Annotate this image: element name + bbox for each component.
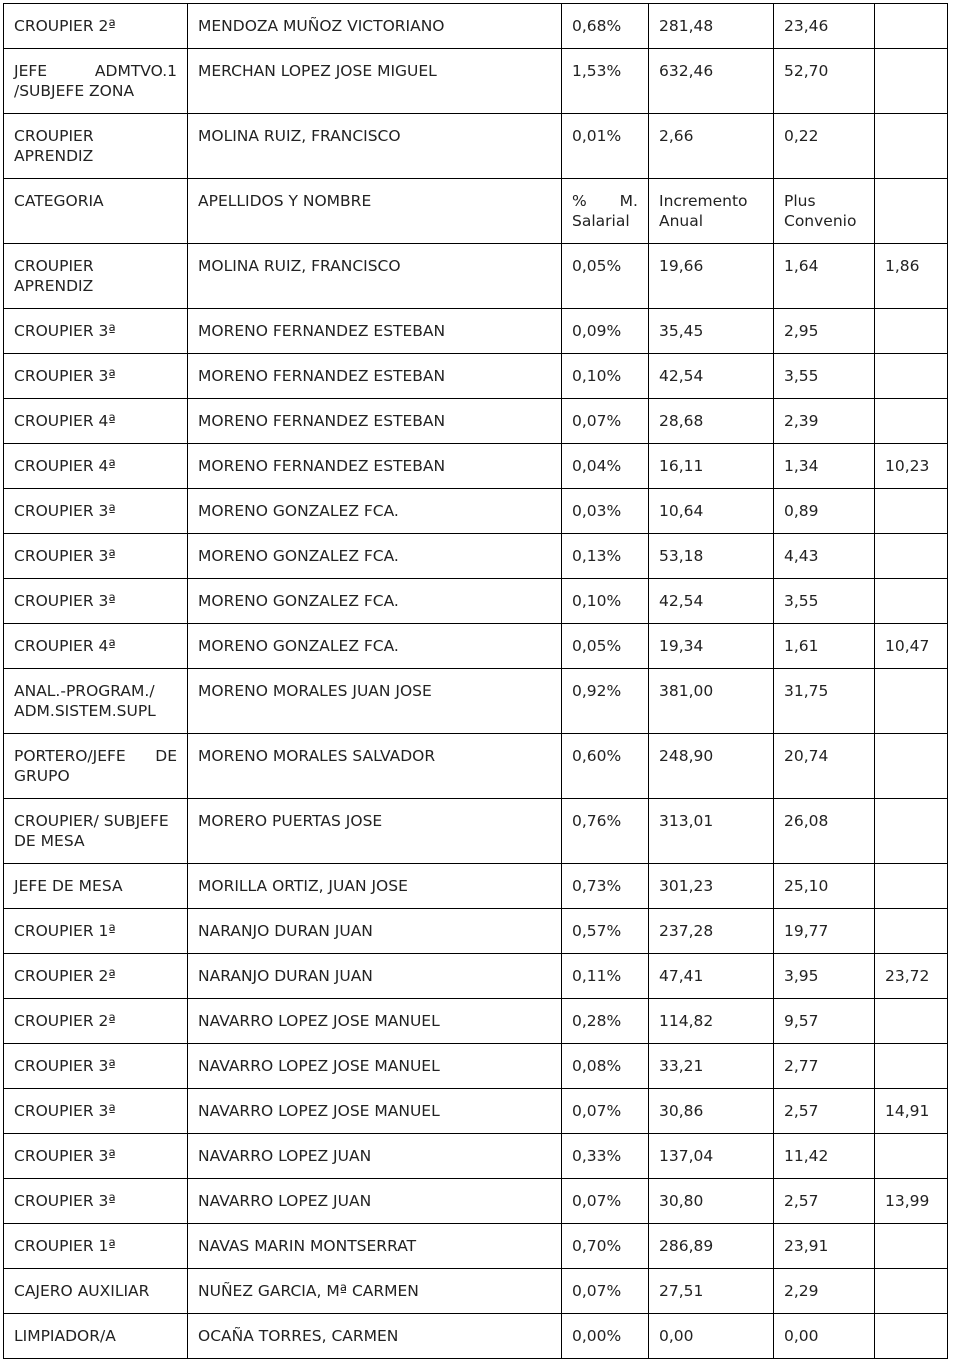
table-row	[4, 354, 948, 399]
cell-categoria: CROUPIER 1ª	[4, 909, 188, 954]
cell-plus-convenio: 2,57	[774, 1179, 875, 1224]
cell-categoria: CROUPIER 3ª	[4, 309, 188, 354]
cell-categoria: LIMPIADOR/A	[4, 1314, 188, 1359]
table-row	[4, 1044, 948, 1089]
cell-pct-masa-salarial: % M. Salarial	[562, 179, 649, 244]
cell-incremento-anual: 381,00	[649, 669, 774, 734]
table-row	[4, 1134, 948, 1179]
cell-extra	[875, 1134, 948, 1179]
cell-extra: 14,91	[875, 1089, 948, 1134]
cell-plus-convenio: 2,29	[774, 1269, 875, 1314]
cell-pct-masa-salarial: 0,05%	[562, 244, 649, 309]
cell-pct-masa-salarial: 0,07%	[562, 1089, 649, 1134]
cell-incremento-anual: 16,11	[649, 444, 774, 489]
cell-incremento-anual: 313,01	[649, 799, 774, 864]
cell-incremento-anual: 28,68	[649, 399, 774, 444]
cell-incremento-anual: 301,23	[649, 864, 774, 909]
cell-extra	[875, 734, 948, 799]
table-row	[4, 309, 948, 354]
cell-pct-masa-salarial: 0,00%	[562, 1314, 649, 1359]
cell-pct-masa-salarial: 0,10%	[562, 354, 649, 399]
cell-incremento-anual: 27,51	[649, 1269, 774, 1314]
cell-categoria: CROUPIER 3ª	[4, 354, 188, 399]
cell-categoria: CROUPIER 3ª	[4, 1179, 188, 1224]
cell-categoria: CROUPIER 4ª	[4, 444, 188, 489]
cell-nombre: MENDOZA MUÑOZ VICTORIANO	[188, 4, 562, 49]
cell-extra: 10,47	[875, 624, 948, 669]
cell-incremento-anual: 281,48	[649, 4, 774, 49]
cell-incremento-anual: 35,45	[649, 309, 774, 354]
cell-incremento-anual: 53,18	[649, 534, 774, 579]
cell-incremento-anual: 237,28	[649, 909, 774, 954]
cell-incremento-anual: Incremento Anual	[649, 179, 774, 244]
cell-pct-masa-salarial: 0,08%	[562, 1044, 649, 1089]
table-row	[4, 1089, 948, 1134]
cell-categoria: CATEGORIA	[4, 179, 188, 244]
cell-nombre: NARANJO DURAN JUAN	[188, 954, 562, 999]
cell-extra	[875, 354, 948, 399]
cell-categoria: JEFE ADMTVO.1 /SUBJEFE ZONA	[4, 49, 188, 114]
table-row	[4, 1179, 948, 1224]
cell-pct-masa-salarial: 0,05%	[562, 624, 649, 669]
cell-plus-convenio: 11,42	[774, 1134, 875, 1179]
cell-nombre: NAVARRO LOPEZ JOSE MANUEL	[188, 1044, 562, 1089]
cell-extra	[875, 399, 948, 444]
table-row	[4, 909, 948, 954]
cell-plus-convenio: 19,77	[774, 909, 875, 954]
cell-plus-convenio: 1,64	[774, 244, 875, 309]
cell-incremento-anual: 30,86	[649, 1089, 774, 1134]
cell-plus-convenio: 52,70	[774, 49, 875, 114]
cell-extra	[875, 1224, 948, 1269]
cell-plus-convenio: 23,91	[774, 1224, 875, 1269]
cell-nombre: NUÑEZ GARCIA, Mª CARMEN	[188, 1269, 562, 1314]
cell-extra	[875, 999, 948, 1044]
table-row	[4, 624, 948, 669]
cell-categoria: PORTERO/JEFE DE GRUPO	[4, 734, 188, 799]
cell-nombre: MORENO FERNANDEZ ESTEBAN	[188, 309, 562, 354]
cell-categoria: CROUPIER/ SUBJEFE DE MESA	[4, 799, 188, 864]
cell-categoria: CROUPIER APRENDIZ	[4, 244, 188, 309]
cell-incremento-anual: 632,46	[649, 49, 774, 114]
cell-extra	[875, 864, 948, 909]
cell-categoria: CROUPIER 2ª	[4, 4, 188, 49]
cell-plus-convenio: 1,34	[774, 444, 875, 489]
cell-extra	[875, 4, 948, 49]
cell-nombre: APELLIDOS Y NOMBRE	[188, 179, 562, 244]
cell-plus-convenio: 9,57	[774, 999, 875, 1044]
cell-nombre: MOLINA RUIZ, FRANCISCO	[188, 244, 562, 309]
salary-table	[3, 3, 948, 1359]
cell-categoria: CROUPIER 3ª	[4, 579, 188, 624]
cell-pct-masa-salarial: 0,13%	[562, 534, 649, 579]
cell-extra	[875, 799, 948, 864]
table-row	[4, 4, 948, 49]
cell-incremento-anual: 2,66	[649, 114, 774, 179]
cell-nombre: MORENO MORALES JUAN JOSE	[188, 669, 562, 734]
cell-plus-convenio: 31,75	[774, 669, 875, 734]
cell-plus-convenio: 3,55	[774, 579, 875, 624]
header-row	[4, 179, 948, 244]
cell-pct-masa-salarial: 0,60%	[562, 734, 649, 799]
cell-categoria: CROUPIER 2ª	[4, 999, 188, 1044]
cell-incremento-anual: 47,41	[649, 954, 774, 999]
cell-plus-convenio: 3,55	[774, 354, 875, 399]
cell-pct-masa-salarial: 0,11%	[562, 954, 649, 999]
cell-pct-masa-salarial: 0,76%	[562, 799, 649, 864]
cell-extra	[875, 1314, 948, 1359]
cell-nombre: MORENO GONZALEZ FCA.	[188, 579, 562, 624]
cell-nombre: MERCHAN LOPEZ JOSE MIGUEL	[188, 49, 562, 114]
cell-incremento-anual: 30,80	[649, 1179, 774, 1224]
cell-pct-masa-salarial: 0,07%	[562, 1179, 649, 1224]
cell-plus-convenio: 26,08	[774, 799, 875, 864]
cell-incremento-anual: 42,54	[649, 354, 774, 399]
table-row	[4, 999, 948, 1044]
cell-nombre: MORENO MORALES SALVADOR	[188, 734, 562, 799]
cell-pct-masa-salarial: 0,68%	[562, 4, 649, 49]
cell-plus-convenio: 4,43	[774, 534, 875, 579]
cell-nombre: MORENO GONZALEZ FCA.	[188, 489, 562, 534]
cell-categoria: ANAL.-PROGRAM./ ADM.SISTEM.SUPL	[4, 669, 188, 734]
cell-nombre: NAVARRO LOPEZ JOSE MANUEL	[188, 1089, 562, 1134]
cell-pct-masa-salarial: 0,73%	[562, 864, 649, 909]
cell-pct-masa-salarial: 0,70%	[562, 1224, 649, 1269]
cell-nombre: MORENO GONZALEZ FCA.	[188, 624, 562, 669]
cell-categoria: CAJERO AUXILIAR	[4, 1269, 188, 1314]
cell-pct-masa-salarial: 0,92%	[562, 669, 649, 734]
cell-nombre: MOLINA RUIZ, FRANCISCO	[188, 114, 562, 179]
cell-categoria: CROUPIER APRENDIZ	[4, 114, 188, 179]
cell-nombre: NARANJO DURAN JUAN	[188, 909, 562, 954]
cell-plus-convenio: 1,61	[774, 624, 875, 669]
table-row	[4, 954, 948, 999]
table-row	[4, 669, 948, 734]
cell-pct-masa-salarial: 0,01%	[562, 114, 649, 179]
cell-extra	[875, 579, 948, 624]
cell-plus-convenio: Plus Convenio	[774, 179, 875, 244]
table-row	[4, 1224, 948, 1269]
cell-categoria: JEFE DE MESA	[4, 864, 188, 909]
cell-extra: 13,99	[875, 1179, 948, 1224]
cell-categoria: CROUPIER 3ª	[4, 1134, 188, 1179]
table-row	[4, 114, 948, 179]
cell-categoria: CROUPIER 3ª	[4, 1044, 188, 1089]
cell-incremento-anual: 19,34	[649, 624, 774, 669]
cell-nombre: MORENO GONZALEZ FCA.	[188, 534, 562, 579]
cell-extra	[875, 489, 948, 534]
cell-plus-convenio: 0,00	[774, 1314, 875, 1359]
cell-nombre: NAVARRO LOPEZ JUAN	[188, 1179, 562, 1224]
cell-categoria: CROUPIER 1ª	[4, 1224, 188, 1269]
cell-extra	[875, 49, 948, 114]
cell-nombre: MORENO FERNANDEZ ESTEBAN	[188, 354, 562, 399]
cell-categoria: CROUPIER 3ª	[4, 534, 188, 579]
cell-plus-convenio: 3,95	[774, 954, 875, 999]
cell-categoria: CROUPIER 3ª	[4, 489, 188, 534]
cell-plus-convenio: 25,10	[774, 864, 875, 909]
table-row	[4, 244, 948, 309]
cell-categoria: CROUPIER 2ª	[4, 954, 188, 999]
cell-plus-convenio: 2,39	[774, 399, 875, 444]
cell-extra	[875, 1269, 948, 1314]
cell-plus-convenio: 0,89	[774, 489, 875, 534]
cell-pct-masa-salarial: 1,53%	[562, 49, 649, 114]
cell-nombre: MORENO FERNANDEZ ESTEBAN	[188, 444, 562, 489]
cell-incremento-anual: 286,89	[649, 1224, 774, 1269]
cell-pct-masa-salarial: 0,33%	[562, 1134, 649, 1179]
cell-incremento-anual: 42,54	[649, 579, 774, 624]
cell-pct-masa-salarial: 0,10%	[562, 579, 649, 624]
cell-incremento-anual: 19,66	[649, 244, 774, 309]
cell-nombre: OCAÑA TORRES, CARMEN	[188, 1314, 562, 1359]
cell-extra	[875, 114, 948, 179]
cell-pct-masa-salarial: 0,09%	[562, 309, 649, 354]
cell-nombre: NAVAS MARIN MONTSERRAT	[188, 1224, 562, 1269]
cell-nombre: MORILLA ORTIZ, JUAN JOSE	[188, 864, 562, 909]
cell-plus-convenio: 20,74	[774, 734, 875, 799]
table-row	[4, 1314, 948, 1359]
cell-categoria: CROUPIER 4ª	[4, 399, 188, 444]
table-row	[4, 489, 948, 534]
cell-extra	[875, 669, 948, 734]
table-row	[4, 734, 948, 799]
cell-extra	[875, 179, 948, 244]
cell-pct-masa-salarial: 0,57%	[562, 909, 649, 954]
cell-incremento-anual: 114,82	[649, 999, 774, 1044]
table-row	[4, 864, 948, 909]
table-row	[4, 799, 948, 864]
cell-incremento-anual: 10,64	[649, 489, 774, 534]
cell-pct-masa-salarial: 0,03%	[562, 489, 649, 534]
table-row	[4, 1269, 948, 1314]
cell-pct-masa-salarial: 0,04%	[562, 444, 649, 489]
cell-extra	[875, 1044, 948, 1089]
cell-pct-masa-salarial: 0,07%	[562, 1269, 649, 1314]
cell-categoria: CROUPIER 4ª	[4, 624, 188, 669]
cell-extra: 1,86	[875, 244, 948, 309]
table-row	[4, 399, 948, 444]
cell-incremento-anual: 248,90	[649, 734, 774, 799]
cell-nombre: MORENO FERNANDEZ ESTEBAN	[188, 399, 562, 444]
cell-nombre: NAVARRO LOPEZ JUAN	[188, 1134, 562, 1179]
cell-incremento-anual: 33,21	[649, 1044, 774, 1089]
salary-table-body	[4, 4, 948, 1359]
cell-nombre: NAVARRO LOPEZ JOSE MANUEL	[188, 999, 562, 1044]
cell-plus-convenio: 0,22	[774, 114, 875, 179]
cell-nombre: MORERO PUERTAS JOSE	[188, 799, 562, 864]
cell-pct-masa-salarial: 0,07%	[562, 399, 649, 444]
table-row	[4, 534, 948, 579]
cell-plus-convenio: 2,77	[774, 1044, 875, 1089]
cell-plus-convenio: 2,95	[774, 309, 875, 354]
table-row	[4, 579, 948, 624]
cell-plus-convenio: 2,57	[774, 1089, 875, 1134]
cell-extra: 23,72	[875, 954, 948, 999]
cell-extra	[875, 309, 948, 354]
cell-incremento-anual: 0,00	[649, 1314, 774, 1359]
cell-extra	[875, 909, 948, 954]
cell-categoria: CROUPIER 3ª	[4, 1089, 188, 1134]
cell-extra	[875, 534, 948, 579]
table-row	[4, 444, 948, 489]
cell-plus-convenio: 23,46	[774, 4, 875, 49]
cell-pct-masa-salarial: 0,28%	[562, 999, 649, 1044]
cell-incremento-anual: 137,04	[649, 1134, 774, 1179]
cell-extra: 10,23	[875, 444, 948, 489]
table-row	[4, 49, 948, 114]
